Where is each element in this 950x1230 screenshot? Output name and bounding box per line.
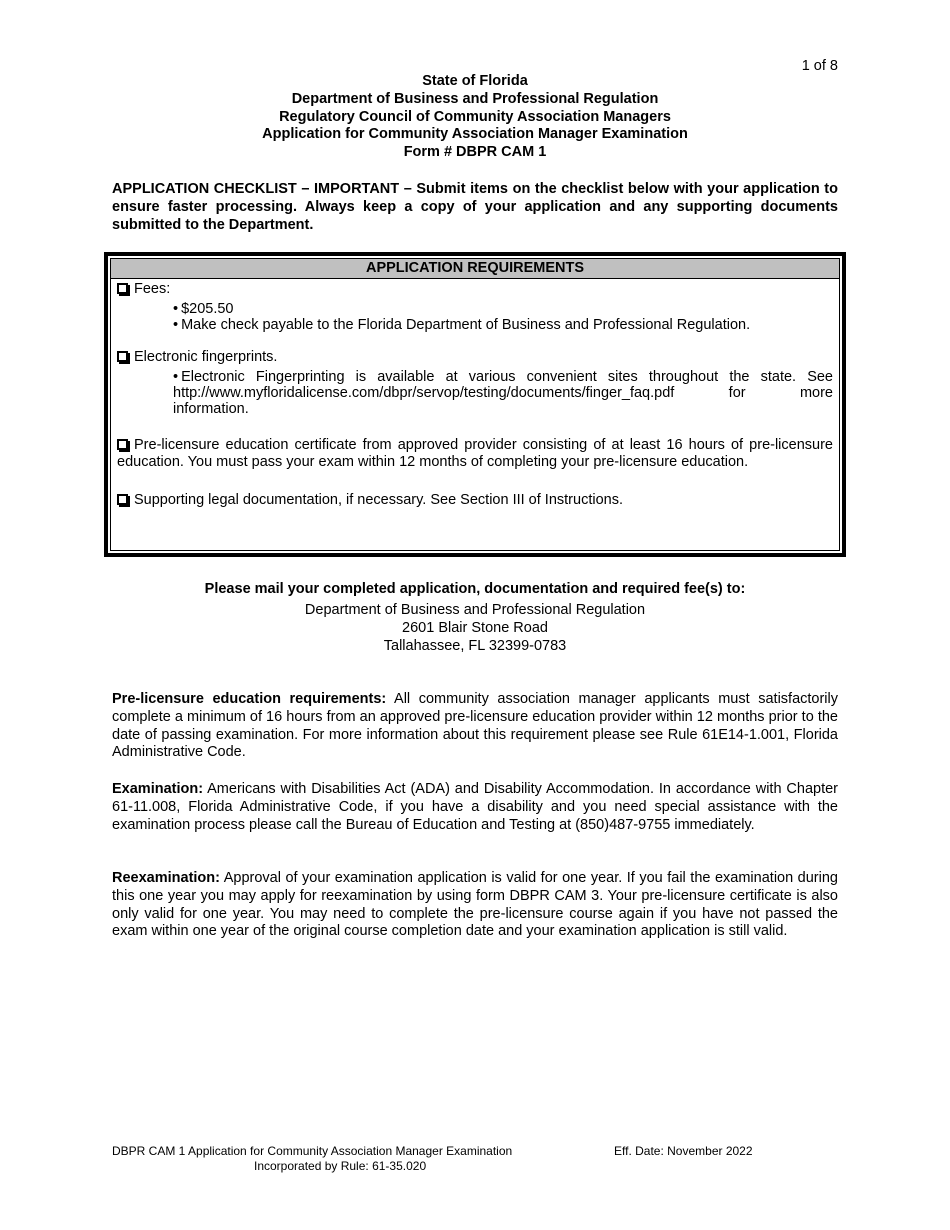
examination-paragraph bbox=[112, 781, 838, 834]
document-header bbox=[112, 73, 838, 162]
fingerprints-item bbox=[117, 349, 833, 367]
list-item: • Make check payable to the Florida Department of Business and Professional Regulation. bbox=[173, 316, 751, 333]
legal-text: Supporting legal documentation, if necessary. See Section III of Instructions. bbox=[134, 492, 623, 509]
prelicensure-item bbox=[117, 437, 833, 473]
examination-paragraph-text: Americans with Disabilities Act (ADA) and Disability Accommodation. In accordance with Chapter 61-11.008, Florida Administrative Code, if you have a disability and you need special assistance with the examination process please call the Bureau of Education and Testing at (850)487-9755 immediately. bbox=[112, 781, 838, 833]
mail-heading: Please mail your completed application, documentation and required fee(s) to: bbox=[204, 581, 746, 597]
fees-label: Fees: bbox=[134, 281, 171, 297]
fingerprint-info-line: information. bbox=[173, 400, 249, 417]
header-form-number: Form # DBPR CAM 1 bbox=[403, 144, 547, 161]
list-item: • Electronic Fingerprinting is available at various convenient sites throughout the state. See bbox=[173, 368, 833, 385]
checkbox-icon bbox=[117, 283, 128, 294]
header-department: Department of Business and Professional Regulation bbox=[291, 90, 659, 107]
examination-label: Examination: bbox=[112, 781, 204, 797]
reexamination-paragraph-text: Approval of your examination application is valid for one year. If you fail the examination during this one year you may apply for reexamination by using form DBPR CAM 3. Your pre-licensure certificate is also only valid for one year. You may need to complete the pre-licensure course again if you have not passed the exam within one year of the original course completion date and your examination application is still valid. bbox=[112, 870, 838, 940]
bullet-icon: • bbox=[173, 368, 179, 385]
fingerprints-bullets bbox=[173, 369, 833, 417]
list-item: • $205.50 bbox=[173, 300, 234, 317]
reexamination-paragraph bbox=[112, 870, 838, 941]
requirements-box bbox=[104, 252, 846, 557]
header-state: State of Florida bbox=[422, 73, 528, 89]
checkbox-icon bbox=[117, 439, 128, 450]
fees-bullets bbox=[173, 301, 833, 333]
legal-item bbox=[117, 492, 833, 510]
fingerprint-url-line: http://www.myfloridalicense.com/dbpr/servop/testing/documents/finger_faq.pdf for more bbox=[173, 384, 833, 401]
mail-address bbox=[112, 602, 838, 655]
page-number: 1 of 8 bbox=[801, 58, 838, 74]
checklist-intro: APPLICATION CHECKLIST – IMPORTANT – Submit items on the checklist below with your application to ensure faster processing. Always keep a copy of your application and any supporting documents submitted to the Department. bbox=[112, 181, 838, 233]
requirements-title: APPLICATION REQUIREMENTS bbox=[111, 259, 839, 279]
mail-address-line: Tallahassee, FL 32399-0783 bbox=[383, 637, 567, 654]
checkbox-icon bbox=[117, 351, 128, 362]
bullet-icon: • bbox=[173, 316, 179, 333]
footer-form-title: DBPR CAM 1 Application for Community Association Manager Examination bbox=[112, 1144, 513, 1158]
header-application-title: Application for Community Association Manager Examination bbox=[262, 126, 688, 143]
prelicensure-text: Pre-licensure education certificate from approved provider consisting of at least 16 hours of pre-licensure education. You must pass your exam within 12 months of completing your pre-licensure education. bbox=[117, 436, 833, 471]
checkbox-icon bbox=[117, 494, 128, 505]
prelicensure-paragraph bbox=[112, 691, 838, 762]
reexamination-label: Reexamination: bbox=[112, 870, 220, 886]
footer-eff-date: Eff. Date: November 2022 bbox=[614, 1144, 753, 1158]
footer-rule: Incorporated by Rule: 61-35.020 bbox=[254, 1158, 427, 1173]
fingerprints-label: Electronic fingerprints. bbox=[134, 348, 278, 365]
header-council: Regulatory Council of Community Association Managers bbox=[279, 108, 671, 125]
prelicensure-paragraph-text: All community association manager applicants must satisfactorily complete a minimum of 16 hours from an approved pre-licensure education provider within 12 months prior to the date of passing examination. For more information about this requirement please see Rule 61E14-1.001, Florida Administrative Code. bbox=[112, 691, 839, 761]
bullet-icon: • bbox=[173, 300, 179, 317]
fees-item bbox=[117, 281, 833, 299]
footer-form-info bbox=[112, 1144, 572, 1173]
prelicensure-label: Pre-licensure education requirements: bbox=[112, 691, 387, 707]
mail-address-line: 2601 Blair Stone Road bbox=[402, 619, 548, 636]
mail-address-line: Department of Business and Professional Regulation bbox=[304, 602, 646, 618]
